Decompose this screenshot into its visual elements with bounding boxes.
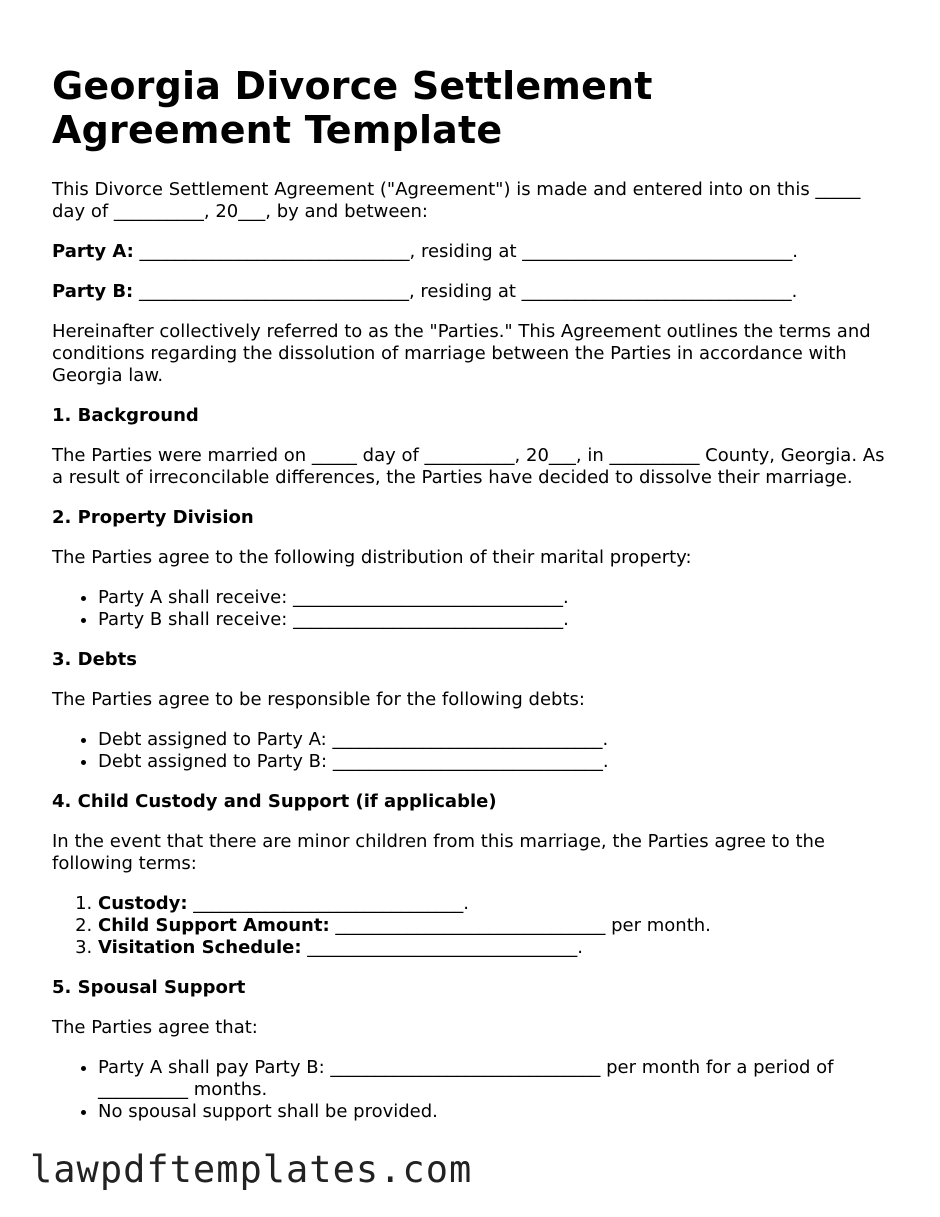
list-item [98, 937, 888, 959]
visitation-label: Visitation Schedule: [98, 937, 302, 958]
list-item: • Party B shall receive: ______________________________. [98, 609, 888, 631]
child-support-blank: ______________________________ per month. [329, 915, 711, 936]
spousal-text: The Parties agree that: [52, 1017, 258, 1038]
page-title: Georgia Divorce Settlement Agreement Template [52, 64, 653, 152]
debts-list [52, 729, 888, 773]
list-item [98, 893, 888, 915]
custody-list [52, 893, 888, 959]
list-item: • Party A shall pay Party B: ______________________________ per month for a period of __________ months. [98, 1057, 888, 1101]
list-item: • No spousal support shall be provided. [98, 1101, 888, 1123]
party-b-line [52, 281, 888, 303]
custody-label: Custody: [98, 893, 188, 914]
visitation-blank: ______________________________. [301, 937, 584, 958]
list-item: • Debt assigned to Party B: ______________________________. [98, 751, 888, 773]
child-support-label: Child Support Amount: [98, 915, 330, 936]
property-heading: 2. Property Division [52, 507, 254, 528]
hereinafter-paragraph: Hereinafter collectively referred to as the "Parties." This Agreement outlines the terms and conditions regarding the dissolution of marriage between the Parties in accordance with Georgia law. [52, 321, 871, 386]
property-list [52, 587, 888, 631]
list-item: • Debt assigned to Party A: ______________________________. [98, 729, 888, 751]
spousal-heading: 5. Spousal Support [52, 977, 246, 998]
background-text: The Parties were married on _____ day of __________, 20___, in __________ County, Georgia. As a result of irreconcilable differences, the Parties have decided to dissolve their marriage. [52, 445, 885, 488]
document-page [52, 64, 888, 1141]
spousal-list [52, 1057, 888, 1123]
party-b-text: ______________________________, residing at ______________________________. [133, 281, 798, 302]
party-b-label: Party B: [52, 281, 134, 302]
property-text: The Parties agree to the following distribution of their marital property: [52, 547, 692, 568]
party-a-text: ______________________________, residing at ______________________________. [133, 241, 798, 262]
list-item: • Party A shall receive: ______________________________. [98, 587, 888, 609]
watermark: lawpdftemplates.com [30, 1148, 473, 1191]
custody-heading: 4. Child Custody and Support (if applicable) [52, 791, 497, 812]
debts-text: The Parties agree to be responsible for the following debts: [52, 689, 585, 710]
list-item [98, 915, 888, 937]
intro-paragraph: This Divorce Settlement Agreement ("Agreement") is made and entered into on this _____ day of __________, 20___, by and between: [52, 179, 861, 222]
debts-heading: 3. Debts [52, 649, 137, 670]
custody-blank: ______________________________. [187, 893, 469, 914]
custody-text: In the event that there are minor children from this marriage, the Parties agree to the following terms: [52, 831, 825, 874]
background-heading: 1. Background [52, 405, 199, 426]
party-a-line [52, 241, 888, 263]
party-a-label: Party A: [52, 241, 134, 262]
